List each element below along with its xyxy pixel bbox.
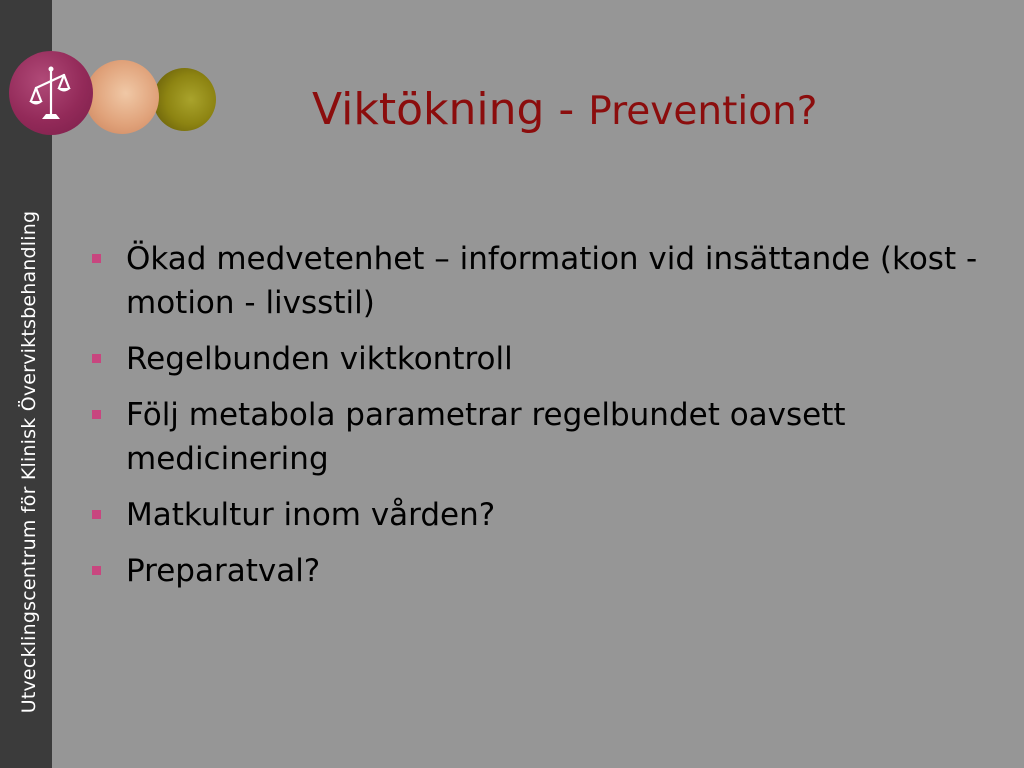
olive-circle — [153, 68, 216, 131]
bullet-list — [88, 237, 988, 605]
bullet-text: Ökad medvetenhet – information vid insättande (kost - motion - livsstil) — [126, 241, 978, 321]
title-main: Viktökning - — [312, 84, 589, 135]
logo-circle — [9, 51, 93, 135]
peach-circle — [85, 60, 159, 134]
sidebar-vertical-text: Utvecklingscentrum för Klinisk Överviktsbehandling — [18, 210, 40, 714]
bullet-square-icon — [92, 354, 101, 363]
bullet-item — [88, 337, 988, 381]
scales-of-justice-icon — [9, 51, 93, 135]
bullet-item — [88, 393, 988, 481]
bullet-item — [88, 549, 988, 593]
bullet-item — [88, 237, 988, 325]
bullet-text: Följ metabola parametrar regelbundet oavsett medicinering — [126, 397, 846, 477]
slide-title — [312, 78, 817, 144]
title-sub: Prevention? — [588, 89, 818, 134]
bullet-text: Matkultur inom vården? — [126, 497, 496, 533]
bullet-square-icon — [92, 410, 101, 419]
bullet-text: Preparatval? — [126, 553, 321, 589]
bullet-square-icon — [92, 510, 101, 519]
bullet-text: Regelbunden viktkontroll — [126, 341, 513, 377]
bullet-item — [88, 493, 988, 537]
bullet-square-icon — [92, 254, 101, 263]
bullet-square-icon — [92, 566, 101, 575]
